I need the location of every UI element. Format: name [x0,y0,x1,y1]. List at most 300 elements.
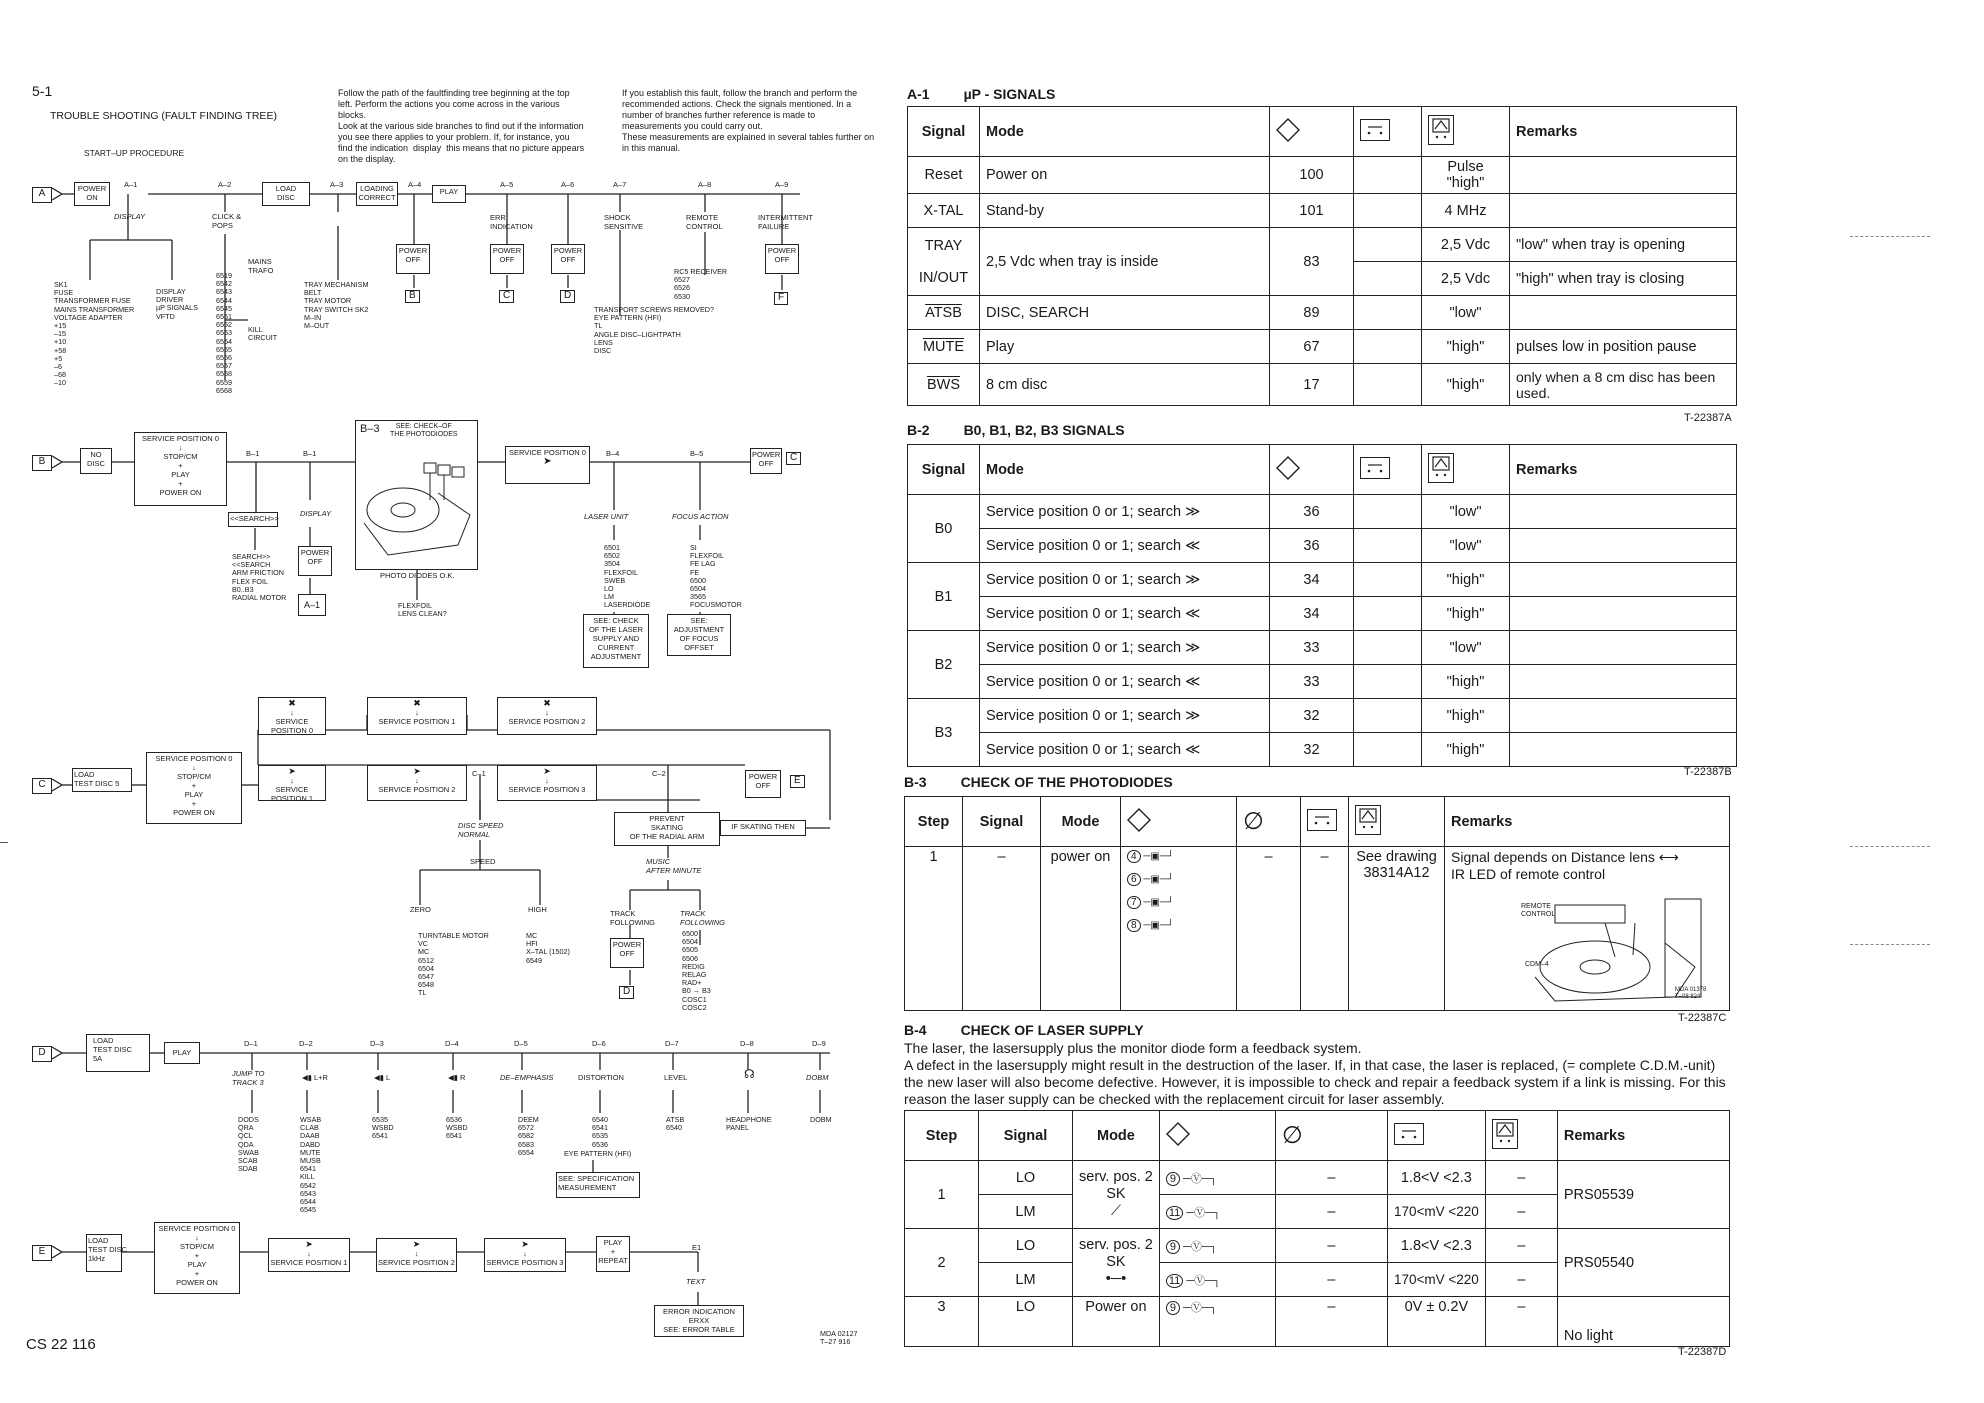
oscilloscope-icon [1428,115,1454,145]
loading-correct-box: LOADING CORRECT [356,182,398,206]
b4-r2-step: 3 [905,1297,979,1347]
a1-r4-pin: 67 [1270,330,1354,364]
b4-h-pin [1159,1111,1275,1161]
b4-heading [904,1022,1144,1038]
track-list: 6500 6504 6505 6506 REDIG RELAG RAD+ B0 → B3 COSC1 COSC2 [682,929,711,1012]
end-c-b: C [786,452,801,465]
high: HIGH [528,905,547,914]
a1-h-pin [1270,107,1354,157]
tag-b1a: B–1 [246,449,260,458]
a1-r2-mode: 2,5 Vdc when tray is inside [980,228,1270,296]
a1-r3-mode: DISC, SEARCH [980,296,1270,330]
b3-id: B-3 [904,774,927,790]
kill-circuit: KILL CIRCUIT [248,325,278,343]
margin-mark [1850,944,1930,945]
marker-d: D [32,1046,52,1062]
b4-id: B-4 [904,1022,927,1038]
b4-r1-mode-text: serv. pos. 2 SK [1079,1237,1153,1270]
b3-mode: power on [1041,847,1121,1011]
see-check-photodiodes: SEE: CHECK–OF THE PHOTODIODES [390,423,458,438]
b3-h-pin [1121,797,1237,847]
b2-g3-r1-pin: 32 [1270,733,1354,767]
display-indication: DISPLAY [114,212,146,221]
b4-h-mode: Mode [1073,1111,1160,1161]
a1-r4-scope: "high" [1422,330,1510,364]
d-list1: DODS QRA QCL QDA SWAB SCAB SDAB [238,1115,259,1174]
a1-ref: T-22387A [1684,412,1732,424]
a1-heading [907,86,1055,102]
b4-r1-dash: – [1275,1229,1387,1263]
b4-paragraph: The laser, the lasersupply plus the monitor diode form a feedback system. A defect in the lasersupply might result in the destruction of the laser. If, in that case, the laser is replaced, (= complete C.D.M.-unit) the new laser will also become defective. However, it is impossible to check and repair a feedback system if a link is missing. For this reason the laser supply can be checked with the replacement circuit for laser assembly. [904,1040,1726,1107]
b4-r2-pin-label: 9 [1166,1301,1180,1315]
b2-h-mode: Mode [980,445,1270,495]
intermittent-label: INTERMITTENT FAILURE [758,213,813,231]
marker-c: C [32,778,52,794]
end-c: C [499,290,514,303]
cdm-drawing [358,445,476,565]
startup-label: START–UP PROCEDURE [84,148,185,158]
a1-h-scope [1422,107,1510,157]
b2-heading [907,422,1125,438]
flexfoil-label: FLEXFOIL LENS CLEAN? [398,601,447,619]
b4-r1-signal2: LM [979,1263,1073,1297]
a1-h-remarks: Remarks [1510,107,1737,157]
b2-g0-r1-pin: 36 [1270,529,1354,563]
power-on-box: POWER ON [74,182,110,206]
margin-mark [0,842,8,843]
d-list4: 6536 WSBD 6541 [446,1115,468,1141]
b2-g2-r0-scope: "low" [1422,631,1510,665]
power-off-c: POWER OFF [745,770,781,798]
b4-r1-step: 2 [905,1229,979,1297]
b2-g3-signal: B3 [908,699,980,767]
b3-step: 1 [905,847,963,1011]
a1-r3-signal: ATSB [908,296,980,330]
a1-r0-signal: Reset [908,157,980,194]
parts-list: 6519 6542 6543 6544 6545 6551 6552 6553 6554 6555 6556 6557 6558 6559 6568 [216,271,232,395]
a1-r3-pin: 89 [1270,296,1354,330]
a1-r2-remarks2: "high" when tray is closing [1510,262,1737,296]
diamond-icon [1166,1122,1190,1146]
sp1-e-label: SERVICE POSITION 1 [270,1258,348,1267]
intro-right: If you establish this fault, follow the branch and perform the recommended actions. Check the signals mentioned. In a number of branches further reference is made to measurements you could carry out. These measurements are explained in several tables further on in this manual. [622,88,875,153]
tag-b5: B–5 [690,449,704,458]
probe-pin-6: 6 ─▣─┘ [1127,874,1230,885]
b2-g1-r1-pin: 34 [1270,597,1354,631]
b4-r0-remarks: PRS05539 [1557,1161,1729,1229]
b2-g3-r0-mode: Service position 0 or 1; search ≫ [980,699,1270,733]
play-repeat: PLAY + REPEAT [596,1236,630,1272]
laser-list: 6501 6502 3504 FLEXFOIL SWEB LO LM LASERDIODE [604,543,651,610]
tag-d1: D–1 [244,1039,258,1048]
b3-h-scope [1349,797,1445,847]
drawing-code: MDA 01378 T–08 824 [1675,987,1707,1000]
cdm4-label: CDM–4 [1525,961,1549,968]
b2-h-meter [1354,445,1422,495]
tag-d2: D–2 [299,1039,313,1048]
tag-c1: C–1 [472,769,486,778]
speaker-r [448,1074,465,1083]
a1-h-meter [1354,107,1422,157]
b4-h-scope [1485,1111,1557,1161]
track-following-not: TRACK FOLLOWING [680,909,726,927]
speaker-icon: ◀▮ [448,1073,458,1082]
a1-r3-remarks [1510,296,1737,330]
sp1-top: ✖ ↓ SERVICE POSITION 1 [367,697,467,735]
b4-r2-last: – [1485,1297,1557,1347]
service-box-b: SERVICE POSITION 0 ↓ STOP/CM + PLAY + POWER ON [134,432,227,506]
b2-g2-r0-mode: Service position 0 or 1; search ≫ [980,631,1270,665]
probe-pin-8: 8 ─▣─┘ [1127,920,1230,931]
b3-remarks-cell [1445,847,1730,1011]
pin7-label: 7 [1127,896,1141,909]
b2-title: B0, B1, B2, B3 SIGNALS [963,422,1125,438]
laser-unit-label: LASER UNIT [584,512,629,521]
a1-r5-signal: $\overline{BWS}$ [908,364,980,406]
footer: CS 22 116 [26,1336,96,1353]
diamond-icon [1127,808,1151,832]
b2-h-signal: Signal [908,445,980,495]
b3-see-drawing: See drawing 38314A12 [1349,847,1445,1011]
b4-r1-pin2: 11 ─Ⓥ─┐ [1159,1263,1275,1297]
load-disc-box: LOAD DISC [262,182,310,206]
a1-r0-scope: Pulse "high" [1422,157,1510,194]
sp3-e: ➤ ↓ SERVICE POSITION 3 [484,1238,566,1272]
tag-d3: D–3 [370,1039,384,1048]
tag-a9: A–9 [775,180,789,189]
b2-ref: T-22387B [1684,766,1732,778]
r-label: R [460,1073,466,1082]
b2-id: B-2 [907,422,930,438]
if-skating: IF SKATING THEN [720,820,806,836]
sp1-bot: ➤ ↓ SERVICE POSITION 1 [258,765,326,801]
b4-r0-mode [1073,1161,1160,1229]
b2-g2-signal: B2 [908,631,980,699]
table-a1 [907,106,1737,406]
section-number: 5-1 [32,83,53,99]
a1-h-mode: Mode [980,107,1270,157]
drawing-ref: MDA 02127 T–27 916 [820,1329,858,1347]
table-b4 [904,1110,1730,1347]
b3-h-ohm [1237,797,1301,847]
b2-g3-r0-pin: 32 [1270,699,1354,733]
tag-d6: D–6 [592,1039,606,1048]
tray-list: TRAY MECHANISM BELT TRAY MOTOR TRAY SWITCH SK2 M–IN M–OUT [304,280,369,331]
marker-e: E [32,1245,52,1261]
a1-r4-mode: Play [980,330,1270,364]
empty-set-icon: ∅ [1281,1122,1303,1149]
jump-track3: JUMP TO TRACK 3 [232,1069,265,1087]
a1-r0-pin: 100 [1270,157,1354,194]
service-box-c: SERVICE POSITION 0 ↓ STOP/CM + PLAY + POWER ON [146,752,242,824]
dobm-bottom: DOBM [810,1115,832,1124]
headphone-icon: ☊ [744,1067,755,1081]
b4-r0-step: 1 [905,1161,979,1229]
b3-heading [904,774,1173,790]
b2-h-remarks: Remarks [1510,445,1737,495]
display-list: DISPLAY DRIVER µP SIGNALS VFTD [156,287,198,321]
a1-title: µP - SIGNALS [963,86,1056,102]
switch-icon: ⟋ [1110,1203,1122,1219]
tag-a6: A–6 [561,180,575,189]
speaker-icon: ◀▮ [374,1073,384,1082]
tag-b4: B–4 [606,449,620,458]
tag-d5: D–5 [514,1039,528,1048]
a1-r5-pin: 17 [1270,364,1354,406]
b4-h-ohm [1275,1111,1387,1161]
sp1-top-label: SERVICE POSITION 1 [378,717,456,726]
a1-r1-signal: X-TAL [908,194,980,228]
load-test-disc5: LOAD TEST DISC 5 [72,768,132,792]
b4-h-meter [1387,1111,1485,1161]
speaker-l [374,1074,390,1083]
b2-g3-r0-scope: "high" [1422,699,1510,733]
b4-r1-meter: 1.8<V <2.3 [1387,1229,1485,1263]
tag-d8: D–8 [740,1039,754,1048]
power-off-b5: POWER OFF [750,448,782,474]
end-b: B [405,290,420,303]
focus-action-label: FOCUS ACTION [672,512,729,521]
intro-left: Follow the path of the faultfinding tree beginning at the top left. Perform the actions you come across in the various blocks. Look at the various side branches to find out if the information you see there applies to your problem. If, for instance, you find the indication display this means that no picture appears on the display. [338,88,585,164]
b4-r1-remarks: PRS05540 [1557,1229,1729,1297]
b4-r0-meter: 1.8<V <2.3 [1387,1161,1485,1195]
b2-g1-r0-mode: Service position 0 or 1; search ≫ [980,563,1270,597]
b3-h-remarks: Remarks [1445,797,1730,847]
b4-r0-last2: – [1485,1195,1557,1229]
b4-r0-meter2: 170<mV <220 [1387,1195,1485,1229]
pin6-label: 6 [1127,873,1141,886]
b4-r0-signal2: LM [979,1195,1073,1229]
a1-r1-scope: 4 MHz [1422,194,1510,228]
b2-g0-r0-mode: Service position 0 or 1; search ≫ [980,495,1270,529]
a1-r5-remarks: only when a 8 cm disc has been used. [1510,364,1737,406]
margin-mark [1850,236,1930,237]
search-box: <<SEARCH>> [228,512,278,527]
tag-e1: E1 [692,1243,702,1252]
page-title: TROUBLE SHOOTING (FAULT FINDING TREE) [50,110,277,122]
sp3-bot-label: SERVICE POSITION 3 [508,785,586,794]
prevent-skating: PREVENT SKATING OF THE RADIAL ARM [614,812,720,846]
b3-h-meter [1301,797,1349,847]
sp2-e-label: SERVICE POSITION 2 [378,1258,455,1267]
see-spec-box: SEE: SPECIFICATION MEASUREMENT [556,1172,640,1198]
oscilloscope-icon [1492,1119,1518,1149]
tag-a1: A–1 [124,180,138,189]
meter-icon [1394,1123,1424,1145]
sp3-bot: ➤ ↓ SERVICE POSITION 3 [497,765,597,801]
service-pos0-text: SERVICE POSITION 0 [509,448,586,457]
sp2-bot: ➤ ↓ SERVICE POSITION 2 [367,765,467,801]
speaker-icon: ◀▮ [302,1073,312,1082]
a1-h-signal: Signal [908,107,980,157]
b3-h-signal: Signal [963,797,1041,847]
error-box: ERROR INDICATION ERXX SEE: ERROR TABLE [654,1305,744,1337]
b4-r2-meter: 0V ± 0.2V [1387,1297,1485,1347]
no-disc-box: NO DISC [80,448,112,474]
b3-signal: – [963,847,1041,1011]
probe-pin-7: 7 ─▣─┘ [1127,897,1230,908]
marker-a: A [32,187,52,203]
table-b2 [907,444,1737,767]
power-off-a6: POWER OFF [551,244,585,274]
b4-r1-mode [1073,1229,1160,1297]
b4-r0-mode-text: serv. pos. 2 SK [1079,1169,1153,1202]
mains-trafo-label: MAINS TRAFO [248,257,274,275]
err-indication-label: ERR INDICATION [490,213,533,231]
track-following: TRACK FOLLOWING [610,909,656,927]
b4-r2-dash: – [1275,1297,1387,1347]
b3-dash1: – [1237,847,1301,1011]
switch-closed-icon: •─• [1105,1271,1127,1287]
meter-icon [1360,119,1390,141]
b4-r1-dash2: – [1275,1263,1387,1297]
a1-r3-scope: "low" [1422,296,1510,330]
tag-a5: A–5 [500,180,514,189]
b4-r0-dash: – [1275,1161,1387,1195]
sp3-e-label: SERVICE POSITION 3 [486,1258,564,1267]
b2-g0-r0-pin: 36 [1270,495,1354,529]
a1-r0-mode: Power on [980,157,1270,194]
a1-r2-scope: 2,5 Vdc [1422,228,1510,262]
b4-r2-signal: LO [979,1297,1073,1347]
transport-list: TRANSPORT SCREWS REMOVED? EYE PATTERN (HFI) TL ANGLE DISC–LIGHTPATH LENS DISC [594,305,714,356]
meter-icon [1360,457,1390,479]
sp2-e: ➤ ↓ SERVICE POSITION 2 [376,1238,457,1272]
b2-g0-r1-mode: Service position 0 or 1; search ≪ [980,529,1270,563]
zero: ZERO [410,905,431,914]
b4-r1-last: – [1485,1229,1557,1263]
photodiode-image-box [355,420,478,570]
b4-r1-pin-label: 9 [1166,1240,1180,1254]
b4-r2-remarks: No light [1557,1297,1729,1347]
end-d-c: D [619,986,634,999]
b3-pins [1121,847,1237,1011]
play-symbol: ➤ [543,456,552,467]
b4-r1-pin: 9 ─Ⓥ─┐ [1159,1229,1275,1263]
b3-title: CHECK OF THE PHOTODIODES [960,774,1173,790]
b2-g0-r0-scope: "low" [1422,495,1510,529]
d-list5: DEEM 6572 6582 6583 6554 [518,1115,539,1157]
power-off-a5: POWER OFF [490,244,524,274]
b3-remarks: Signal depends on Distance lens ⟷ IR LED of remote control [1451,849,1679,882]
sp1-e: ➤ ↓ SERVICE POSITION 1 [268,1238,350,1272]
b4-r0-signal: LO [979,1161,1073,1195]
focus-list: SI FLEXFOIL FE LAG FE 6500 6504 3565 FOCUSMOTOR [690,543,742,610]
b4-title: CHECK OF LASER SUPPLY [960,1022,1144,1038]
tag-c2: C–2 [652,769,666,778]
high-list: MC HFI X–TAL (1502) 6549 [526,931,570,965]
b3-ref: T-22387C [1678,1012,1727,1024]
load-test-disc5a: LOAD TEST DISC 5A [86,1034,150,1072]
meter-icon [1307,809,1337,831]
b2-g0-signal: B0 [908,495,980,563]
tag-d9: D–9 [812,1039,826,1048]
sp2-bot-label: SERVICE POSITION 2 [378,785,456,794]
b3-h-step: Step [905,797,963,847]
sp0-top: ✖ ↓ SERVICE POSITION 0 [258,697,326,735]
oscilloscope-icon [1428,453,1454,483]
sk1-list: SK1 FUSE TRANSFORMER FUSE MAINS TRANSFORMER VOLTAGE ADAPTER +15 –15 +10 +58 +5 –6 –68 –10 [54,280,135,388]
oscilloscope-icon [1355,805,1381,835]
diamond-icon [1276,118,1300,142]
dobm-top: DOBM [806,1073,829,1082]
end-d: D [560,290,575,303]
text-indication: TEXT [686,1277,706,1286]
tag-b1b: B–1 [303,449,317,458]
a1-r2-scope2: 2,5 Vdc [1422,262,1510,296]
b3-h-mode: Mode [1041,797,1121,847]
b4-h-step: Step [905,1111,979,1161]
level: LEVEL [664,1073,688,1082]
b4-r1-last2: – [1485,1263,1557,1297]
shock-sensitive-label: SHOCK SENSITIVE [604,213,644,231]
b2-g2-r1-mode: Service position 0 or 1; search ≪ [980,665,1270,699]
b4-r0-pin-label: 9 [1166,1172,1180,1186]
play-box: PLAY [432,185,466,203]
b2-g1-r0-scope: "high" [1422,563,1510,597]
see-laser-box: SEE: CHECK OF THE LASER SUPPLY AND CURRENT ADJUSTMENT [583,614,649,668]
load-test-disc-1khz: LOAD TEST DISC 1kHz [86,1234,122,1272]
zero-list: TURNTABLE MOTOR VC MC 6512 6504 6547 6548 TL [418,931,489,998]
pin4-label: 4 [1127,850,1141,863]
eye-pattern: EYE PATTERN (HFI) [564,1149,632,1158]
a1-r5-mode: 8 cm disc [980,364,1270,406]
distortion: DISTORTION [578,1073,624,1082]
end-f: F [774,292,788,305]
service-box-e: SERVICE POSITION 0 ↓ STOP/CM + PLAY + POWER ON [154,1222,240,1294]
b4-h-remarks: Remarks [1557,1111,1729,1161]
a1-r1-mode: Stand-by [980,194,1270,228]
tag-a4: A–4 [408,180,422,189]
a1-id: A-1 [907,86,930,102]
play-box-d: PLAY [164,1042,200,1064]
b2-g1-signal: B1 [908,563,980,631]
remote-control-label: REMOTE CONTROL [686,213,723,231]
lr-label: L+R [314,1073,328,1082]
b4-r2-mode: Power on [1073,1297,1160,1347]
sp1-bot-label: SERVICE POSITION 1 [270,785,314,803]
b2-h-scope [1422,445,1510,495]
a1-r1-pin: 101 [1270,194,1354,228]
a1-r5-scope: "high" [1422,364,1510,406]
see-focus-box: SEE: ADJUSTMENT OF FOCUS OFFSET [667,614,731,656]
d-list6: 6540 6541 6535 6536 [592,1115,608,1149]
photo-diodes-ok: PHOTO DIODES O.K. [380,571,455,580]
tag-a3: A–3 [330,180,344,189]
marker-b: B [32,455,52,471]
b4-r2-pin: 9 ─Ⓥ─┐ [1159,1297,1275,1347]
b4-r0-pin: 9 ─Ⓥ─┐ [1159,1161,1275,1195]
b2-g2-r0-pin: 33 [1270,631,1354,665]
music-mute: MUSIC AFTER MINUTE [646,857,702,875]
tag-a2: A–2 [218,180,232,189]
b4-h-signal: Signal [979,1111,1073,1161]
b4-r0-pin2-label: 11 [1166,1206,1183,1220]
headphone-panel: HEADPHONE PANEL [726,1115,772,1133]
d-list7: ATSB 6540 [666,1115,685,1133]
tag-d4: D–4 [445,1039,459,1048]
b2-g3-r1-scope: "high" [1422,733,1510,767]
sp0-top-label: SERVICE POSITION 0 [270,717,314,735]
b4-ref: T-22387D [1678,1346,1727,1358]
empty-set-icon: ∅ [1243,808,1264,835]
margin-mark [1850,846,1930,847]
diamond-icon [1276,456,1300,480]
power-off-c2: POWER OFF [610,938,644,968]
a1-r4-remarks: pulses low in position pause [1510,330,1737,364]
b3-tag: B–3 [360,423,380,435]
a1-r2-signal: TRAY IN/OUT [908,228,980,296]
